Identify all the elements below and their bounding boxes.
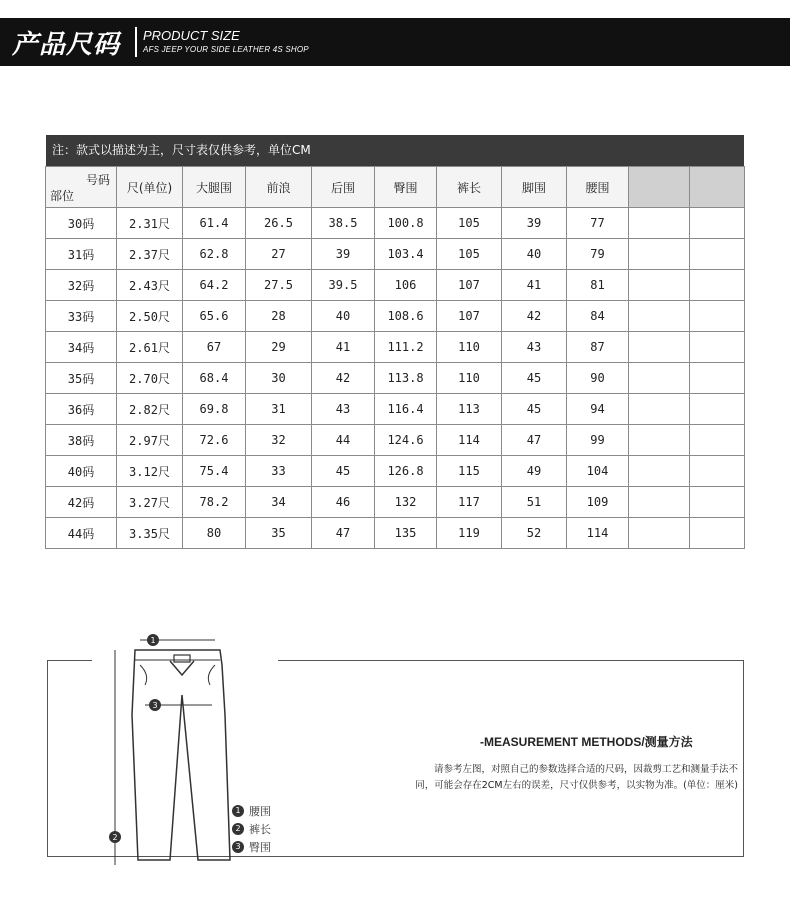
table-cell: 41 <box>312 332 375 363</box>
table-cell <box>629 208 690 239</box>
table-cell: 35 <box>246 518 312 549</box>
measurement-description <box>380 762 738 794</box>
table-cell: 49 <box>502 456 567 487</box>
size-cell: 40码 <box>46 456 117 487</box>
table-cell: 2.97尺 <box>117 425 183 456</box>
legend-label: 裤长 <box>249 823 271 836</box>
table-note: 注：款式以描述为主，尺寸表仅供参考，单位CM <box>46 135 744 166</box>
table-cell: 107 <box>437 270 502 301</box>
legend-item <box>232 820 271 838</box>
table-cell: 2.37尺 <box>117 239 183 270</box>
table-cell: 47 <box>502 425 567 456</box>
table-cell <box>690 518 745 549</box>
corner-top-label: 号码 <box>85 173 110 187</box>
column-header <box>629 167 690 208</box>
table-cell: 106 <box>375 270 437 301</box>
table-cell: 107 <box>437 301 502 332</box>
svg-text:3: 3 <box>152 701 158 710</box>
column-header <box>690 167 745 208</box>
table-cell: 114 <box>567 518 629 549</box>
table-cell: 34 <box>246 487 312 518</box>
table-cell: 72.6 <box>183 425 246 456</box>
table-cell <box>629 456 690 487</box>
column-header: 后围 <box>312 167 375 208</box>
corner-bottom-label: 部位 <box>50 189 75 203</box>
table-cell: 46 <box>312 487 375 518</box>
table-cell: 69.8 <box>183 394 246 425</box>
table-cell: 87 <box>567 332 629 363</box>
table-cell: 45 <box>312 456 375 487</box>
table-cell <box>629 270 690 301</box>
table-cell: 26.5 <box>246 208 312 239</box>
measurement-desc-line1: 请参考左图，对照自己的参数选择合适的尺码，因裁剪工艺和测量手法不 <box>433 764 738 775</box>
size-cell: 36码 <box>46 394 117 425</box>
table-row <box>46 239 745 270</box>
legend-label: 腰围 <box>249 805 271 818</box>
table-cell: 2.43尺 <box>117 270 183 301</box>
table-cell: 45 <box>502 363 567 394</box>
table-cell: 94 <box>567 394 629 425</box>
table-cell: 99 <box>567 425 629 456</box>
table-cell: 115 <box>437 456 502 487</box>
size-cell: 35码 <box>46 363 117 394</box>
table-cell: 108.6 <box>375 301 437 332</box>
table-cell: 43 <box>502 332 567 363</box>
table-cell: 68.4 <box>183 363 246 394</box>
table-cell: 39 <box>502 208 567 239</box>
table-cell: 67 <box>183 332 246 363</box>
table-cell: 2.50尺 <box>117 301 183 332</box>
column-header: 尺(单位) <box>117 167 183 208</box>
table-row <box>46 363 745 394</box>
table-cell: 113.8 <box>375 363 437 394</box>
table-row <box>46 208 745 239</box>
size-cell: 32码 <box>46 270 117 301</box>
table-row <box>46 425 745 456</box>
table-cell: 42 <box>312 363 375 394</box>
header-corner-cell <box>46 167 117 208</box>
legend-item <box>232 802 271 820</box>
table-cell <box>690 456 745 487</box>
table-cell: 90 <box>567 363 629 394</box>
table-cell: 39.5 <box>312 270 375 301</box>
legend-label: 臀围 <box>249 841 271 854</box>
table-cell: 110 <box>437 363 502 394</box>
table-row <box>46 394 745 425</box>
table-cell <box>629 239 690 270</box>
table-cell <box>629 363 690 394</box>
size-cell: 38码 <box>46 425 117 456</box>
table-row <box>46 332 745 363</box>
header-divider <box>135 27 137 57</box>
table-cell: 38.5 <box>312 208 375 239</box>
table-cell: 126.8 <box>375 456 437 487</box>
table-cell: 28 <box>246 301 312 332</box>
table-cell: 114 <box>437 425 502 456</box>
legend-num: 2 <box>232 823 244 835</box>
table-cell: 3.12尺 <box>117 456 183 487</box>
table-cell: 2.70尺 <box>117 363 183 394</box>
table-cell: 47 <box>312 518 375 549</box>
table-row <box>46 270 745 301</box>
table-cell: 135 <box>375 518 437 549</box>
table-cell <box>690 425 745 456</box>
table-cell <box>690 208 745 239</box>
table-cell: 65.6 <box>183 301 246 332</box>
table-cell: 79 <box>567 239 629 270</box>
legend-item <box>232 838 271 856</box>
table-cell: 40 <box>312 301 375 332</box>
table-cell: 40 <box>502 239 567 270</box>
legend-num: 1 <box>232 805 244 817</box>
table-cell: 103.4 <box>375 239 437 270</box>
table-cell: 27 <box>246 239 312 270</box>
table-cell: 27.5 <box>246 270 312 301</box>
table-cell <box>690 301 745 332</box>
table-cell: 30 <box>246 363 312 394</box>
table-row <box>46 518 745 549</box>
size-table <box>45 166 745 549</box>
table-cell: 2.61尺 <box>117 332 183 363</box>
table-cell: 124.6 <box>375 425 437 456</box>
column-header: 腰围 <box>567 167 629 208</box>
table-cell: 3.27尺 <box>117 487 183 518</box>
table-cell <box>690 270 745 301</box>
svg-text:2: 2 <box>112 833 118 842</box>
table-cell: 62.8 <box>183 239 246 270</box>
table-cell: 119 <box>437 518 502 549</box>
table-header-row <box>46 167 745 208</box>
table-cell: 52 <box>502 518 567 549</box>
table-cell: 75.4 <box>183 456 246 487</box>
header-bar <box>0 18 790 66</box>
table-cell <box>690 332 745 363</box>
table-cell <box>690 487 745 518</box>
table-cell: 109 <box>567 487 629 518</box>
table-cell: 104 <box>567 456 629 487</box>
measurement-desc-line2: 同，可能会存在2CM左右的误差，尺寸仅供参考，以实物为准。(单位：厘米) <box>415 780 738 791</box>
size-cell: 30码 <box>46 208 117 239</box>
table-cell: 29 <box>246 332 312 363</box>
table-cell: 105 <box>437 208 502 239</box>
table-cell: 3.35尺 <box>117 518 183 549</box>
table-cell: 64.2 <box>183 270 246 301</box>
size-cell: 44码 <box>46 518 117 549</box>
subtitle-en: AFS JEEP YOUR SIDE LEATHER 4S SHOP <box>143 45 309 54</box>
size-cell: 33码 <box>46 301 117 332</box>
table-cell: 43 <box>312 394 375 425</box>
table-cell <box>629 487 690 518</box>
table-cell: 132 <box>375 487 437 518</box>
table-cell: 2.31尺 <box>117 208 183 239</box>
legend-num: 3 <box>232 841 244 853</box>
table-cell: 41 <box>502 270 567 301</box>
table-cell: 78.2 <box>183 487 246 518</box>
table-cell <box>629 394 690 425</box>
table-cell: 116.4 <box>375 394 437 425</box>
size-cell: 42码 <box>46 487 117 518</box>
column-header: 大腿围 <box>183 167 246 208</box>
table-cell <box>690 239 745 270</box>
table-cell: 113 <box>437 394 502 425</box>
title-cn: 产品尺码 <box>12 30 121 60</box>
table-cell: 39 <box>312 239 375 270</box>
table-cell <box>629 518 690 549</box>
table-cell: 105 <box>437 239 502 270</box>
table-cell: 33 <box>246 456 312 487</box>
table-cell <box>690 363 745 394</box>
table-row <box>46 301 745 332</box>
table-cell <box>629 301 690 332</box>
table-cell: 80 <box>183 518 246 549</box>
column-header: 裤长 <box>437 167 502 208</box>
table-cell: 44 <box>312 425 375 456</box>
table-cell: 42 <box>502 301 567 332</box>
table-row <box>46 487 745 518</box>
table-cell: 110 <box>437 332 502 363</box>
column-header: 前浪 <box>246 167 312 208</box>
table-cell: 77 <box>567 208 629 239</box>
measurement-legend <box>232 802 271 856</box>
size-cell: 34码 <box>46 332 117 363</box>
title-en: PRODUCT SIZE <box>143 28 240 43</box>
svg-text:1: 1 <box>150 636 156 645</box>
table-row <box>46 456 745 487</box>
table-cell: 111.2 <box>375 332 437 363</box>
column-header: 臀围 <box>375 167 437 208</box>
measurement-title: -MEASUREMENT METHODS/测量方法 <box>480 735 693 749</box>
table-cell: 100.8 <box>375 208 437 239</box>
size-cell: 31码 <box>46 239 117 270</box>
table-cell: 61.4 <box>183 208 246 239</box>
table-cell: 117 <box>437 487 502 518</box>
table-cell <box>629 425 690 456</box>
table-cell: 81 <box>567 270 629 301</box>
table-cell: 45 <box>502 394 567 425</box>
table-cell <box>690 394 745 425</box>
column-header: 脚围 <box>502 167 567 208</box>
table-cell: 2.82尺 <box>117 394 183 425</box>
table-cell: 31 <box>246 394 312 425</box>
table-cell: 84 <box>567 301 629 332</box>
table-cell: 32 <box>246 425 312 456</box>
table-cell: 51 <box>502 487 567 518</box>
table-cell <box>629 332 690 363</box>
